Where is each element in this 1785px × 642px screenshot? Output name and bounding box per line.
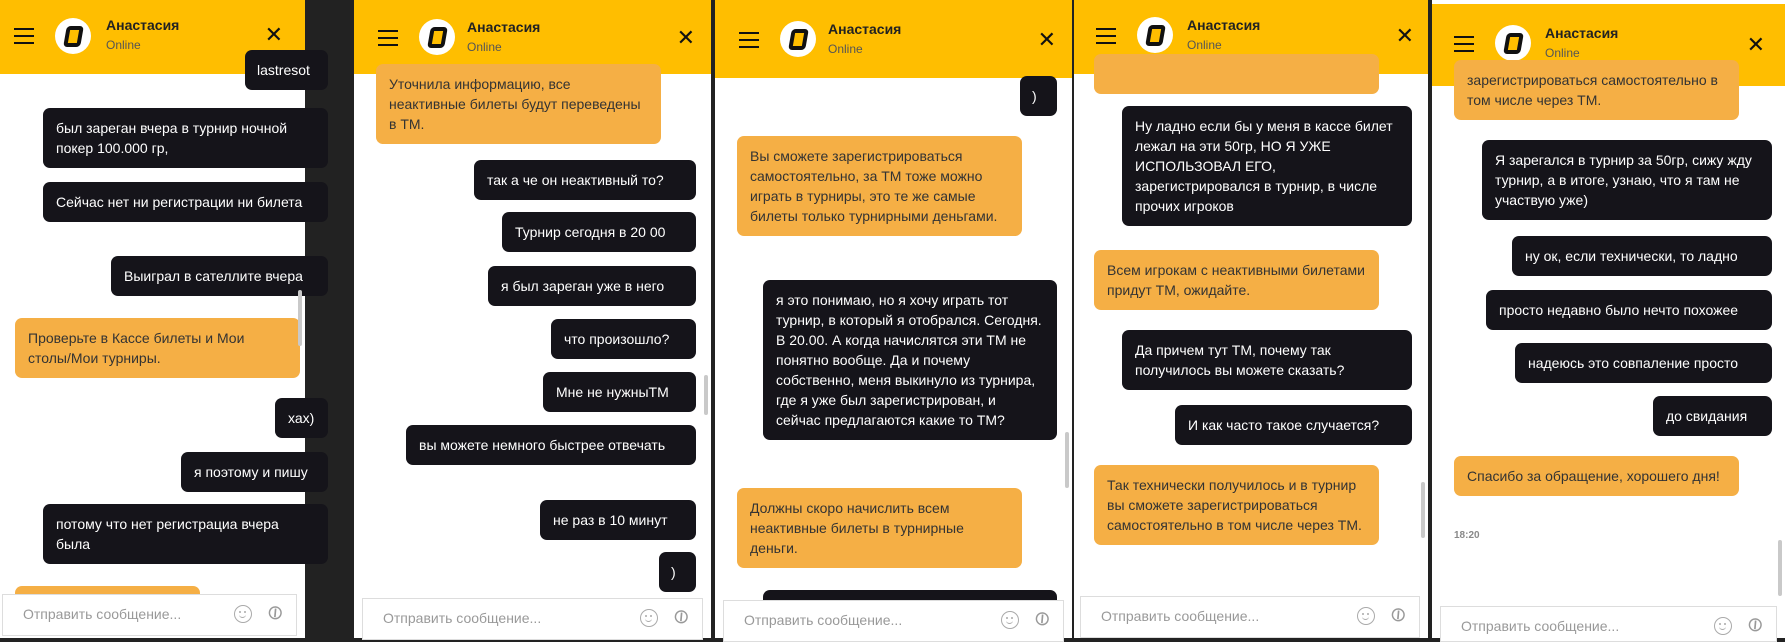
user-message: потому что нет регистрациа вчера была bbox=[43, 504, 328, 564]
message-input[interactable] bbox=[362, 598, 703, 640]
close-icon[interactable]: ✕ bbox=[1746, 32, 1765, 57]
agent-message: Спасибо за обращение, хорошего дня! bbox=[1454, 456, 1739, 496]
message-list bbox=[0, 62, 315, 588]
message-list bbox=[715, 78, 1062, 590]
scrollbar[interactable] bbox=[704, 375, 708, 415]
user-message: Турнир сегодня в 20 00 bbox=[502, 212, 696, 252]
user-message: Ну ладно если бы у меня в кассе билет лежал на эти 50гр, НО Я УЖЕ ИСПОЛЬЗОВАЛ ЕГО, зарегистрировался в турнир, в числе прочих игроков bbox=[1122, 106, 1412, 226]
user-message: Мне не нужныТМ bbox=[543, 372, 696, 412]
user-message: до свидания bbox=[1653, 396, 1772, 436]
chat-header bbox=[715, 0, 1072, 78]
message-list bbox=[1432, 72, 1775, 596]
menu-icon[interactable] bbox=[14, 28, 34, 44]
user-message: вы можете немного быстрее отвечать bbox=[406, 425, 696, 465]
agent-message: Всем игрокам с неактивными билетами придут ТМ, ожидайте. bbox=[1094, 250, 1379, 310]
close-icon[interactable]: ✕ bbox=[264, 22, 283, 47]
scrollbar[interactable] bbox=[298, 290, 302, 346]
message-input[interactable] bbox=[723, 600, 1064, 642]
attach-icon[interactable]: ⊘ bbox=[1385, 601, 1413, 629]
agent-message: Вы сможете зарегистрироваться самостоятельно, за ТМ тоже можно играть в турниры, это те же самые билеты только турнирными деньгами. bbox=[737, 136, 1022, 236]
close-icon[interactable]: ✕ bbox=[1037, 27, 1056, 52]
menu-icon[interactable] bbox=[378, 30, 398, 46]
emoji-icon[interactable] bbox=[640, 609, 658, 627]
user-message: я это понимаю, но я хочу играть тот турнир, в который я отобрался. Сегодня. В 20.00. А когда начислятся эти ТМ не понятно вообще. Да и почему собственно, меня выкинуло из турнира, где я уже был зарегистрирован, и сейчас предлагаются какие то ТМ? bbox=[763, 280, 1057, 440]
message-input[interactable] bbox=[2, 594, 297, 636]
agent-message: Проверьте в Кассе билеты и Мои столы/Мои турниры. bbox=[15, 318, 300, 378]
user-message: Сейчас нет ни регистрации ни билета bbox=[43, 182, 328, 222]
user-message: И как часто такое случается? bbox=[1175, 405, 1412, 445]
user-message: lastresot bbox=[245, 50, 328, 90]
user-message: Я зарегался в турнир за 50гр, сижу жду турнир, а в итоге, узнаю, что я там не участвую уже) bbox=[1482, 140, 1772, 220]
message-list bbox=[354, 74, 701, 590]
agent-name: Анастасия bbox=[106, 17, 180, 33]
menu-icon[interactable] bbox=[739, 32, 759, 48]
user-message: не раз в 10 минут bbox=[540, 500, 696, 540]
message-input[interactable] bbox=[1080, 596, 1420, 638]
attach-icon[interactable]: ⊘ bbox=[1742, 611, 1770, 639]
agent-status: Online bbox=[828, 42, 863, 56]
agent-status: Online bbox=[106, 38, 141, 52]
attach-icon[interactable]: ⊘ bbox=[262, 599, 290, 627]
input-placeholder: Отправить сообщение... bbox=[744, 612, 903, 628]
user-message: просто недавно было нечто похожее bbox=[1486, 290, 1772, 330]
user-message: хах) bbox=[275, 398, 328, 438]
user-message: ) bbox=[659, 552, 696, 592]
chat-header bbox=[354, 0, 711, 74]
scrollbar[interactable] bbox=[1065, 432, 1069, 488]
user-message: надеюсь это совпаление просто bbox=[1515, 343, 1772, 383]
emoji-icon[interactable] bbox=[234, 605, 252, 623]
user-message: ) bbox=[1020, 76, 1057, 116]
agent-status: Online bbox=[1187, 38, 1222, 52]
close-icon[interactable]: ✕ bbox=[676, 25, 695, 50]
chat-panel-5 bbox=[1432, 0, 1785, 638]
brand-logo-icon bbox=[1137, 17, 1173, 53]
agent-status: Online bbox=[467, 40, 502, 54]
scrollbar[interactable] bbox=[1778, 540, 1782, 596]
brand-logo-icon bbox=[419, 19, 455, 55]
agent-message: Так технически получилось и в турнир вы сможете зарегистрироваться самостоятельно в том числе через ТМ. bbox=[1094, 465, 1379, 545]
chat-panel-4 bbox=[1074, 0, 1428, 638]
user-message: был зареган вчера в турнир ночной покер 100.000 гр, bbox=[43, 108, 328, 168]
brand-logo-icon bbox=[780, 21, 816, 57]
menu-icon[interactable] bbox=[1096, 28, 1116, 44]
user-message: ну ок, если технически, то ладно bbox=[1512, 236, 1772, 276]
input-placeholder: Отправить сообщение... bbox=[1461, 618, 1620, 634]
input-placeholder: Отправить сообщение... bbox=[383, 610, 542, 626]
chat-panel-2 bbox=[354, 0, 711, 638]
chat-panel-1 bbox=[0, 0, 315, 638]
menu-icon[interactable] bbox=[1454, 36, 1474, 52]
brand-logo-icon bbox=[55, 18, 91, 54]
emoji-icon[interactable] bbox=[1357, 607, 1375, 625]
user-message: так а че он неактивный то? bbox=[474, 160, 696, 200]
agent-name: Анастасия bbox=[1545, 25, 1619, 41]
chat-panel-3 bbox=[715, 0, 1072, 638]
user-message: я был зареган уже в него bbox=[488, 266, 696, 306]
emoji-icon[interactable] bbox=[1714, 617, 1732, 635]
input-placeholder: Отправить сообщение... bbox=[1101, 608, 1260, 624]
agent-message: Уточнила информацию, все неактивные билеты будут переведены в ТМ. bbox=[376, 64, 661, 144]
agent-status: Online bbox=[1545, 46, 1580, 60]
message-timestamp: 18:20 bbox=[1454, 530, 1480, 541]
input-placeholder: Отправить сообщение... bbox=[23, 606, 182, 622]
attach-icon[interactable]: ⊘ bbox=[1029, 605, 1057, 633]
agent-name: Анастасия bbox=[467, 19, 541, 35]
agent-name: Анастасия bbox=[828, 21, 902, 37]
agent-name: Анастасия bbox=[1187, 17, 1261, 33]
user-message: Да причем тут ТМ, почему так получилось вы можете сказать? bbox=[1122, 330, 1412, 390]
agent-message bbox=[1094, 54, 1379, 94]
attach-icon[interactable]: ⊘ bbox=[668, 603, 696, 631]
user-message: я поэтому и пишу bbox=[181, 452, 328, 492]
agent-message: Должны скоро начислить всем неактивные билеты в турнирные деньги. bbox=[737, 488, 1022, 568]
brand-logo-icon bbox=[1495, 25, 1531, 61]
user-message: что произошло? bbox=[551, 319, 696, 359]
scrollbar[interactable] bbox=[1421, 482, 1425, 538]
emoji-icon[interactable] bbox=[1001, 611, 1019, 629]
close-icon[interactable]: ✕ bbox=[1395, 23, 1414, 48]
agent-message: зарегистрироваться самостоятельно в том числе через ТМ. bbox=[1454, 60, 1739, 120]
user-message: Выиграл в сателлите вчера bbox=[111, 256, 328, 296]
message-input[interactable] bbox=[1440, 606, 1777, 642]
message-list bbox=[1074, 74, 1418, 588]
